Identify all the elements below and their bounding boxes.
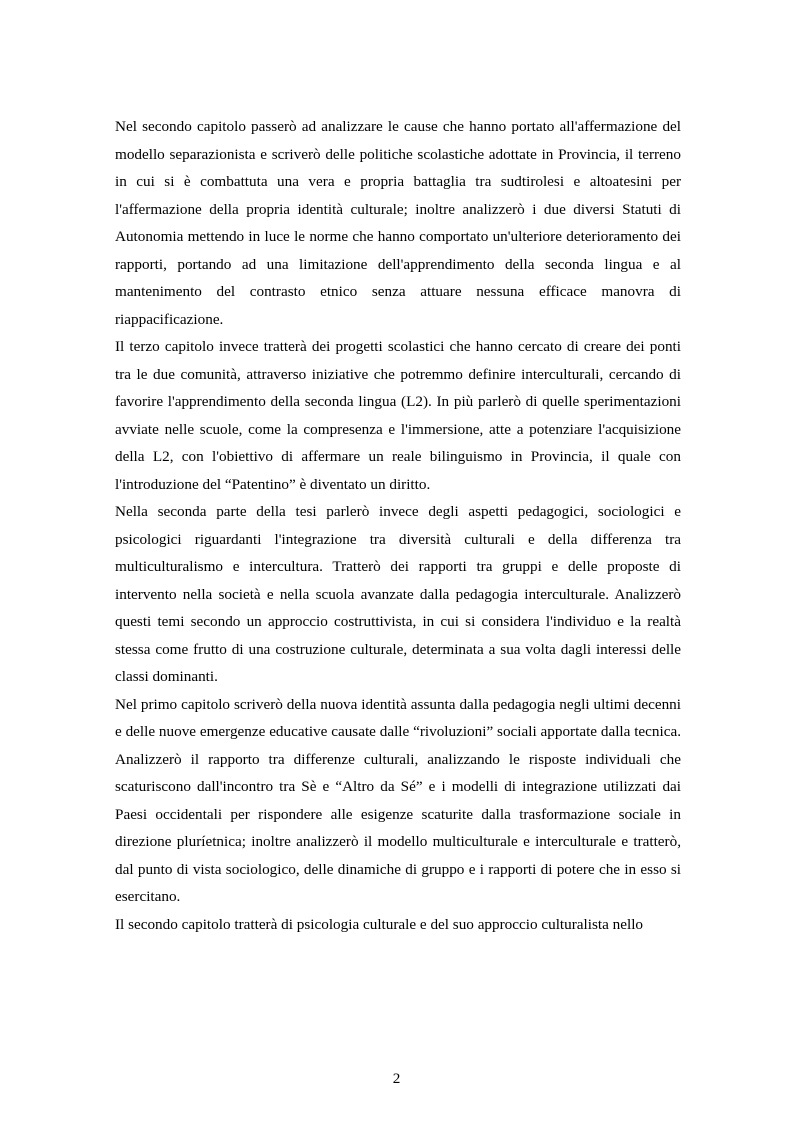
paragraph-3: Nella seconda parte della tesi parlerò invece degli aspetti pedagogici, sociologici e psicologici riguardanti l'integrazione tra diversità culturali e della differenza tra multiculturalismo e intercultura. Tratterò dei rapporti tra gruppi e delle proposte di intervento nella società e nella scuola avanzate dalla pedagogia interculturale. Analizzerò questi temi secondo un approccio costruttivista, in cui si considera l'individuo e la realtà stessa come frutto di una costruzione culturale, determinata a sua volta dagli interessi delle classi dominanti.: [115, 503, 681, 685]
body-text: [115, 113, 681, 938]
paragraph-1: Nel secondo capitolo passerò ad analizzare le cause che hanno portato all'affermazione del modello separazionista e scriverò delle politiche scolastiche adottate in Provincia, il terreno in cui si è combattuta una vera e propria battaglia tra sudtirolesi e altoatesini per l'affermazione della propria identità culturale; inoltre analizzerò i due diversi Statuti di Autonomia mettendo in luce le norme che hanno comportato un'ulteriore deterioramento dei rapporti, portando ad una limitazione dell'apprendimento della seconda lingua e al mantenimento del contrasto etnico senza attuare nessuna efficace manovra di riappacificazione.: [115, 118, 681, 328]
paragraph-4: Nel primo capitolo scriverò della nuova identità assunta dalla pedagogia negli ultimi decenni e delle nuove emergenze educative causate dalle “rivoluzioni” sociali apportate dalla tecnica. Analizzerò il rapporto tra differenze culturali, analizzando le risposte individuali che scaturiscono dall'incontro tra Sè e “Altro da Sé” e i modelli di integrazione utilizzati dai Paesi occidentali per rispondere alle esigenze scaturite dalla trasformazione sociale in direzione pluríetnica; inoltre analizzerò il modello multiculturale e interculturale e tratterò, dal punto di vista sociologico, delle dinamiche di gruppo e i rapporti di potere che in esso si esercitano.: [115, 695, 681, 905]
page-number: 2: [392, 1070, 401, 1087]
paragraph-5: Il secondo capitolo tratterà di psicologia culturale e del suo approccio culturalista nello: [115, 915, 644, 933]
paragraph-2: Il terzo capitolo invece tratterà dei progetti scolastici che hanno cercato di creare dei ponti tra le due comunità, attraverso iniziative che potremmo definire interculturali, cercando di favorire l'apprendimento della seconda lingua (L2). In più parlerò di quelle sperimentazioni avviate nelle scuole, come la compresenza e l'immersione, atte a potenziare l'acquisizione della L2, con l'obiettivo di affermare un reale bilinguismo in Provincia, il quale con l'introduzione del “Patentino” è diventato un diritto.: [115, 338, 681, 493]
